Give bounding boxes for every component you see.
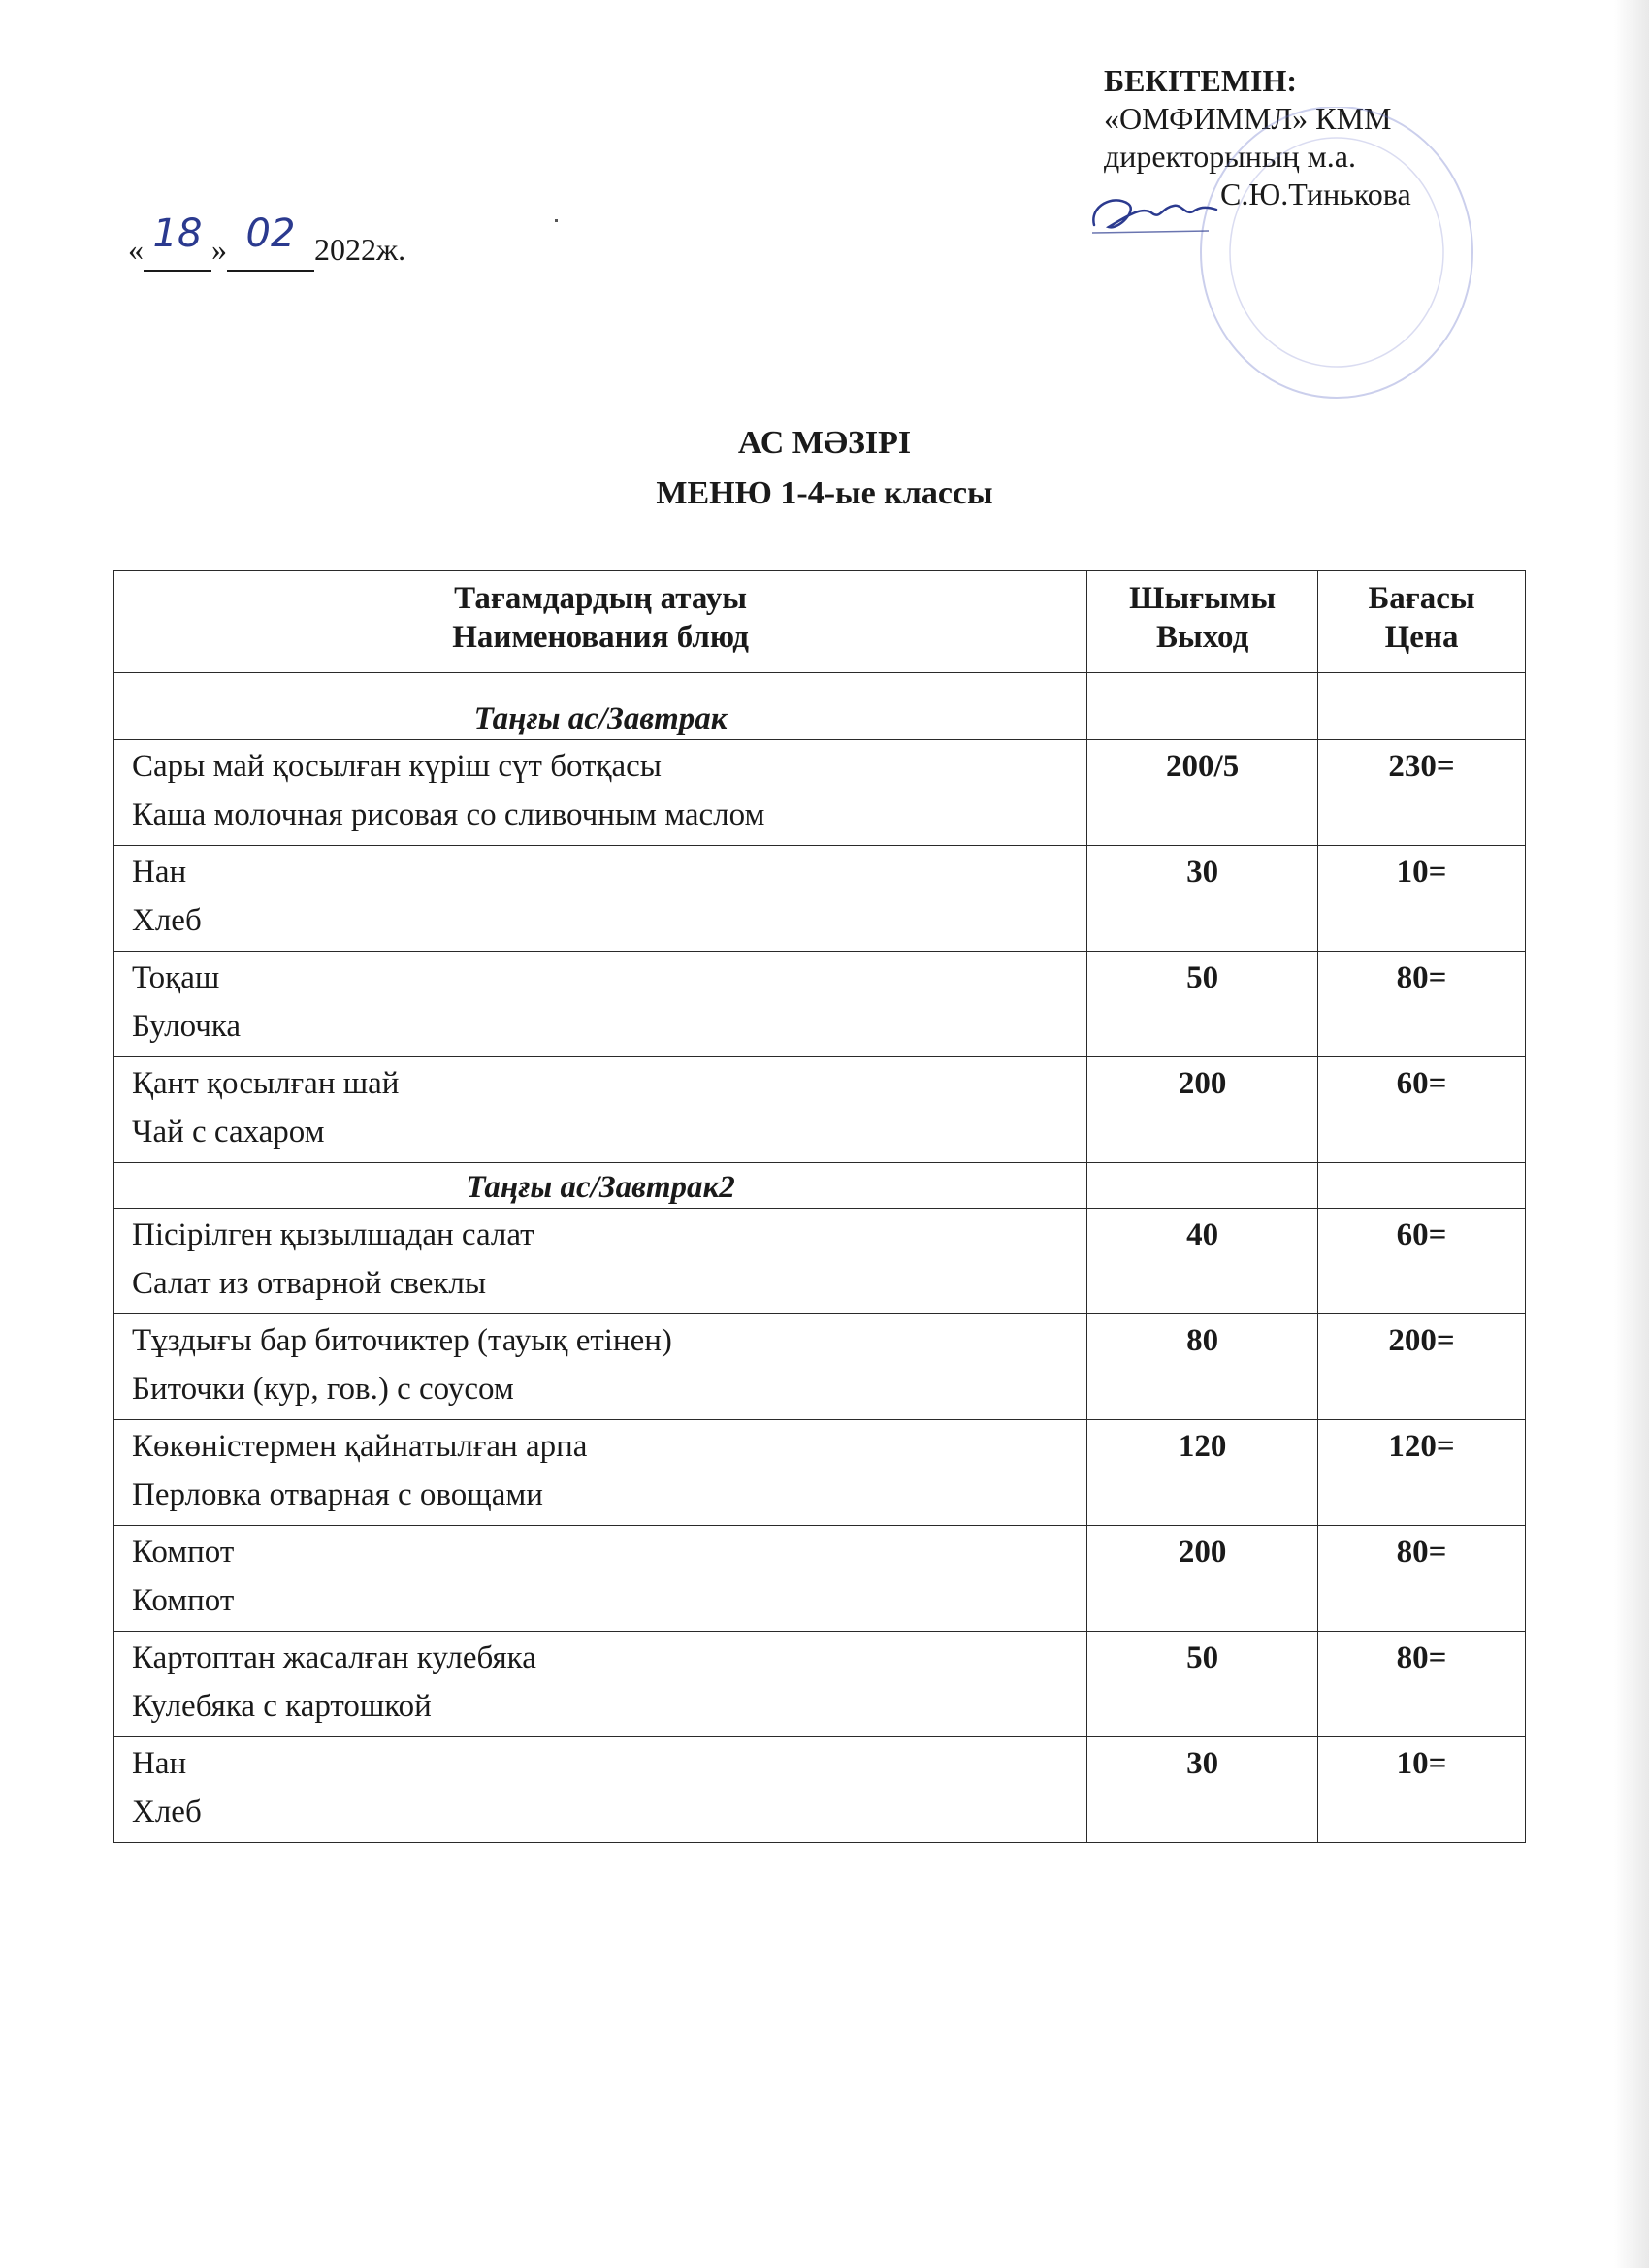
table-row bbox=[114, 846, 1526, 952]
dish-name-cell bbox=[114, 1737, 1087, 1843]
section-empty-cell bbox=[1087, 673, 1318, 740]
section-title: Таңғы ас/Завтрак bbox=[114, 673, 1087, 740]
dish-price: 10= bbox=[1318, 1737, 1526, 1843]
dish-name-kk: Нан bbox=[132, 855, 187, 890]
dish-name-cell bbox=[114, 1057, 1087, 1163]
date-line bbox=[128, 211, 406, 272]
dish-price: 10= bbox=[1318, 846, 1526, 952]
column-header-price-kk: Бағасы bbox=[1368, 581, 1475, 616]
dish-price: 120= bbox=[1318, 1420, 1526, 1526]
dish-name-ru: Биточки (кур, гов.) с соусом bbox=[132, 1372, 514, 1407]
dish-output: 120 bbox=[1087, 1420, 1318, 1526]
dish-output: 50 bbox=[1087, 952, 1318, 1057]
section-row bbox=[114, 1163, 1526, 1209]
dish-price: 230= bbox=[1318, 740, 1526, 846]
dish-output: 80 bbox=[1087, 1314, 1318, 1420]
table-row bbox=[114, 1420, 1526, 1526]
dish-name-kk: Компот bbox=[132, 1535, 235, 1570]
dish-name-kk: Картоптан жасалған кулебяка bbox=[132, 1640, 536, 1675]
column-header-output bbox=[1087, 571, 1318, 673]
dish-name-cell bbox=[114, 1314, 1087, 1420]
dish-name-kk: Тоқаш bbox=[132, 960, 220, 995]
dish-name-kk: Көкөністермен қайнатылған арпа bbox=[132, 1429, 588, 1464]
dish-name-kk: Нан bbox=[132, 1746, 187, 1781]
table-row bbox=[114, 1314, 1526, 1420]
table-row bbox=[114, 1057, 1526, 1163]
column-header-price bbox=[1318, 571, 1526, 673]
dish-name-cell bbox=[114, 1420, 1087, 1526]
date-day: 18 bbox=[152, 211, 203, 256]
dish-name-ru: Чай с сахаром bbox=[132, 1115, 325, 1150]
dish-name-ru: Перловка отварная с овощами bbox=[132, 1477, 543, 1512]
dish-name-kk: Пісірілген қызылшадан салат bbox=[132, 1217, 534, 1252]
dish-name-cell bbox=[114, 1526, 1087, 1632]
section-empty-cell bbox=[1318, 1163, 1526, 1209]
column-header-name-ru: Наименования блюд bbox=[452, 620, 749, 655]
date-day-blank bbox=[144, 211, 211, 272]
dish-price: 80= bbox=[1318, 1632, 1526, 1737]
dish-name-ru: Булочка bbox=[132, 1009, 242, 1044]
dish-price: 200= bbox=[1318, 1314, 1526, 1420]
column-header-name bbox=[114, 571, 1087, 673]
approval-signer-name: С.Ю.Тинькова bbox=[1220, 177, 1411, 211]
dish-name-ru: Кулебяка с картошкой bbox=[132, 1689, 432, 1724]
dish-output: 40 bbox=[1087, 1209, 1318, 1314]
dish-output: 200 bbox=[1087, 1526, 1318, 1632]
dish-name-cell bbox=[114, 846, 1087, 952]
dish-price: 60= bbox=[1318, 1209, 1526, 1314]
table-header-row bbox=[114, 571, 1526, 673]
date-month: 02 bbox=[245, 211, 296, 256]
dish-name-ru: Хлеб bbox=[132, 1795, 202, 1830]
dish-name-ru: Салат из отварной свеклы bbox=[132, 1266, 487, 1301]
menu-table bbox=[113, 570, 1526, 1843]
dish-name-cell bbox=[114, 1209, 1087, 1314]
dish-output: 30 bbox=[1087, 1737, 1318, 1843]
dish-name-ru: Каша молочная рисовая со сливочным маслом bbox=[132, 797, 765, 832]
dish-name-ru: Хлеб bbox=[132, 903, 202, 938]
table-row bbox=[114, 1526, 1526, 1632]
date-year: 2022ж. bbox=[314, 232, 406, 267]
dish-name-kk: Қант қосылған шай bbox=[132, 1066, 400, 1101]
table-row bbox=[114, 952, 1526, 1057]
section-empty-cell bbox=[1318, 673, 1526, 740]
dish-price: 80= bbox=[1318, 952, 1526, 1057]
dish-price: 60= bbox=[1318, 1057, 1526, 1163]
approval-position: директорының м.а. bbox=[1104, 139, 1356, 174]
scan-edge-shadow bbox=[1614, 0, 1649, 2268]
column-header-output-ru: Выход bbox=[1156, 620, 1249, 655]
dish-name-cell bbox=[114, 740, 1087, 846]
dish-name-kk: Сары май қосылған күріш сүт ботқасы bbox=[132, 749, 662, 784]
column-header-name-kk: Тағамдардың атауы bbox=[454, 581, 748, 616]
signature bbox=[1084, 186, 1220, 244]
date-month-blank bbox=[227, 211, 314, 272]
approval-organization: «ОМФИММЛ» КММ bbox=[1104, 101, 1392, 136]
dish-price: 80= bbox=[1318, 1526, 1526, 1632]
date-close-quote: » bbox=[211, 232, 227, 267]
date-open-quote: « bbox=[128, 232, 144, 267]
dish-output: 30 bbox=[1087, 846, 1318, 952]
table-row bbox=[114, 1209, 1526, 1314]
dish-output: 200 bbox=[1087, 1057, 1318, 1163]
dish-name-cell bbox=[114, 1632, 1087, 1737]
dish-output: 200/5 bbox=[1087, 740, 1318, 846]
page-title-ru: МЕНЮ 1-4-ые классы bbox=[656, 475, 993, 511]
column-header-output-kk: Шығымы bbox=[1129, 581, 1277, 616]
section-empty-cell bbox=[1087, 1163, 1318, 1209]
table-row bbox=[114, 1632, 1526, 1737]
section-title: Таңғы ас/Завтрак2 bbox=[114, 1163, 1087, 1209]
dish-name-cell bbox=[114, 952, 1087, 1057]
column-header-price-ru: Цена bbox=[1384, 620, 1459, 655]
dish-output: 50 bbox=[1087, 1632, 1318, 1737]
table-row bbox=[114, 1737, 1526, 1843]
approval-title: БЕКІТЕМІН: bbox=[1104, 63, 1298, 98]
dish-name-kk: Тұздығы бар биточиктер (тауық етінен) bbox=[132, 1323, 672, 1358]
round-stamp bbox=[1191, 107, 1482, 427]
section-row bbox=[114, 673, 1526, 740]
table-row bbox=[114, 740, 1526, 846]
dish-name-ru: Компот bbox=[132, 1583, 235, 1618]
scan-speck bbox=[555, 219, 558, 222]
page-title-kk: АС МӘЗІРІ bbox=[737, 425, 912, 461]
